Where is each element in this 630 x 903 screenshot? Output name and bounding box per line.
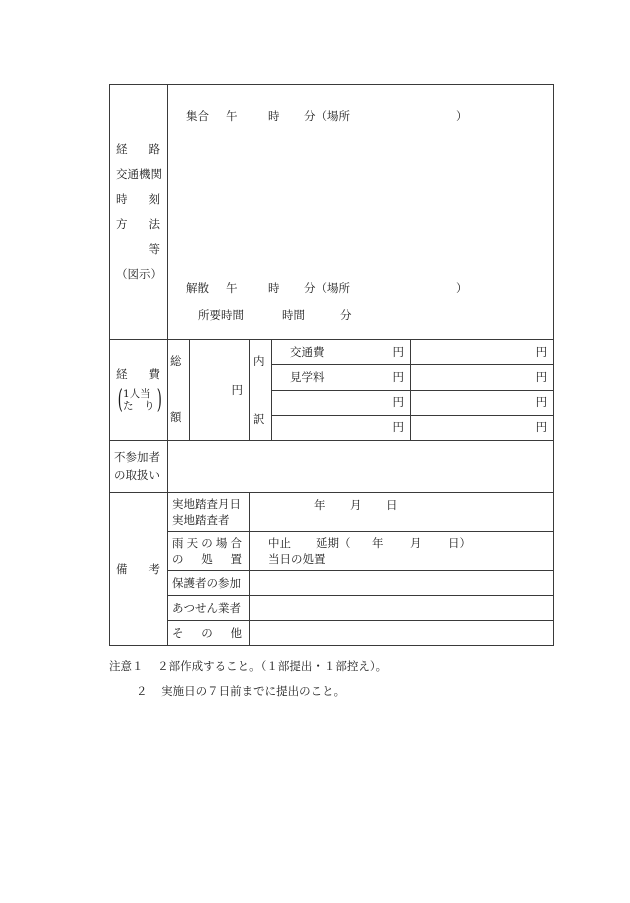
note-2	[136, 683, 345, 699]
agent-value[interactable]	[250, 596, 554, 621]
note-1	[109, 658, 387, 674]
expenses-label-per-person: ( 1人当 た り )	[117, 385, 162, 416]
dismissal-minute-place: 分（場所	[304, 281, 350, 295]
total-amount[interactable]: 円	[190, 340, 250, 441]
note-1-prefix: 注意１	[109, 659, 144, 673]
note-2-text: 実施日の７日前までに提出のこと。	[161, 684, 346, 698]
nonparticipant-label: 不参加者 の取扱い	[110, 441, 168, 493]
expense-item-4[interactable]: 円	[272, 415, 411, 440]
rain-value[interactable]: 中止 延期（ 年 月 日） 当日の処置	[250, 532, 554, 571]
route-label-line-6: （図 示）	[116, 267, 162, 282]
expense-item-1[interactable]: 交通費 円	[272, 340, 411, 365]
duration-minutes: 分	[340, 308, 352, 322]
assembly-gozen: 午	[226, 109, 238, 123]
route-label	[110, 85, 168, 340]
dismissal-label: 解散	[186, 281, 209, 295]
dismissal-row	[186, 281, 468, 296]
expenses-label	[110, 340, 168, 441]
dismissal-close: ）	[456, 281, 468, 295]
route-label-line-4: 方 法	[116, 217, 160, 232]
route-label-line-2: 交通機関	[116, 167, 162, 182]
rain-label: 雨 天 の 場 合 の 処 置	[168, 532, 250, 571]
route-label-line-1: 経 路	[116, 142, 160, 157]
school-trip-form	[109, 84, 554, 646]
nonparticipant-value[interactable]	[168, 441, 554, 493]
duration-row	[198, 308, 352, 323]
expense-item-3[interactable]: 円	[272, 390, 411, 415]
route-label-line-5: 等	[148, 242, 160, 257]
dismissal-gozen: 午	[226, 281, 238, 295]
route-body[interactable]	[168, 85, 554, 340]
breakdown-label: 内 訳	[250, 340, 272, 441]
assembly-close: ）	[456, 109, 468, 123]
total-label: 総 額	[168, 340, 190, 441]
dismissal-hour: 時	[268, 281, 280, 295]
duration-label: 所要時間	[198, 308, 244, 322]
note-2-number: ２	[136, 684, 148, 698]
agent-label: あつせん業者	[168, 596, 250, 621]
expense-item-4-extra[interactable]: 円	[411, 415, 554, 440]
route-label-line-3: 時 刻	[116, 192, 160, 207]
other-label: そ の 他	[168, 621, 250, 646]
expense-item-1-extra[interactable]: 円	[411, 340, 554, 365]
expense-item-3-extra[interactable]: 円	[411, 390, 554, 415]
guardian-value[interactable]	[250, 571, 554, 596]
expenses-label-top: 経 費	[116, 366, 160, 381]
expense-item-2[interactable]: 見学料 円	[272, 365, 411, 390]
duration-hours: 時間	[282, 308, 305, 322]
guardian-label: 保護者の参加	[168, 571, 250, 596]
inspection-label: 実地踏査月日 実地踏査者	[168, 493, 250, 532]
assembly-minute-place: 分（場所	[304, 109, 350, 123]
other-value[interactable]	[250, 621, 554, 646]
remarks-label: 備 考	[110, 493, 168, 646]
assembly-hour: 時	[268, 109, 280, 123]
assembly-row	[186, 109, 468, 124]
note-1-text: ２部作成すること。（１部提出・１部控え）。	[157, 659, 388, 673]
inspection-value[interactable]: 年 月 日	[250, 493, 554, 532]
expense-item-2-extra[interactable]: 円	[411, 365, 554, 390]
assembly-label: 集合	[186, 109, 209, 123]
